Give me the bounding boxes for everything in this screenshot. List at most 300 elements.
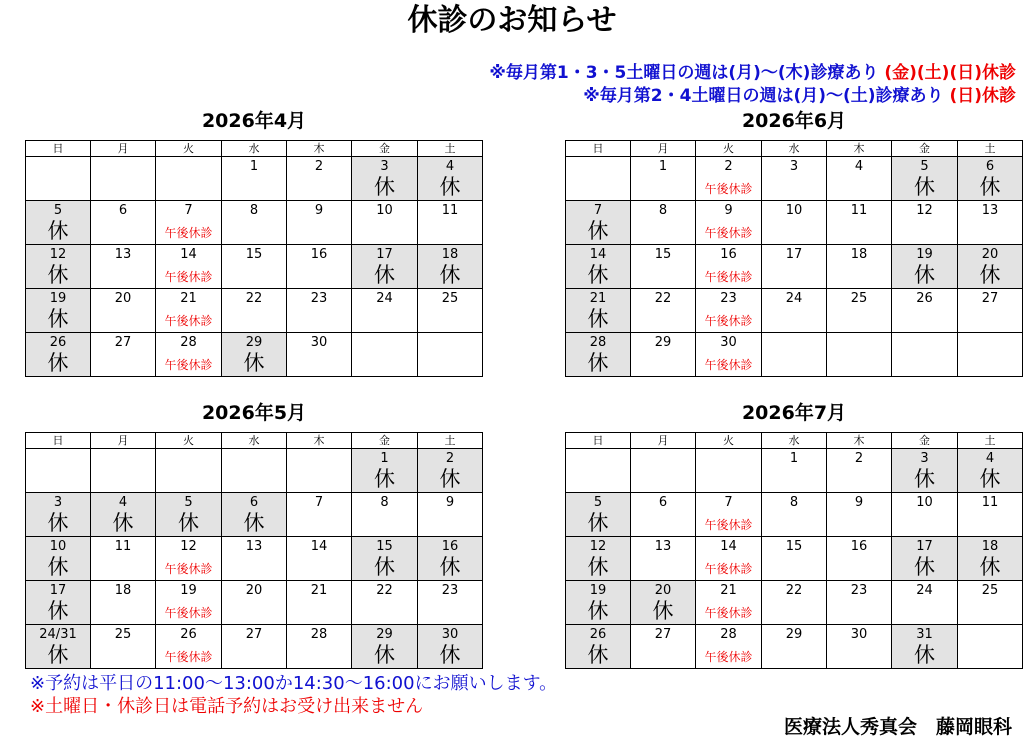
day-cell [156,581,222,625]
empty-cell [566,449,631,493]
day-cell [26,581,91,625]
day-number: 28 [720,627,737,642]
day-number: 2 [724,159,733,174]
day-number: 5 [184,495,193,510]
day-cell [418,493,483,537]
day-number: 3 [380,159,389,174]
day-cell [566,245,631,289]
day-cell [827,537,892,581]
day-cell [762,581,827,625]
day-number: 30 [441,627,459,642]
day-cell [287,581,352,625]
closed-mark: 休 [914,555,935,579]
day-number: 10 [49,539,67,554]
day-number: 26 [589,627,607,642]
day-number: 9 [314,203,324,218]
weekday-header-row [26,141,483,157]
day-cell [892,625,958,669]
weekday-header-row [566,433,1023,449]
day-cell [827,493,892,537]
day-cell [566,493,631,537]
weekday-header: 水 [222,141,287,157]
day-cell [156,245,222,289]
empty-cell [418,333,483,377]
page-title: 休診のお知らせ [407,3,617,38]
day-number: 28 [310,627,328,642]
afternoon-closed-mark: 午後休診 [704,270,753,284]
calendar-grid [565,140,1023,377]
empty-cell [156,449,222,493]
day-cell [287,333,352,377]
day-cell [762,449,827,493]
day-cell [287,201,352,245]
closed-mark: 休 [47,263,69,287]
day-number: 5 [53,203,63,218]
day-cell [287,289,352,333]
day-number: 8 [658,203,668,218]
day-number: 11 [981,495,999,510]
closed-mark: 休 [374,263,395,287]
closed-mark: 休 [47,351,69,375]
closed-mark: 休 [47,511,69,535]
day-cell [26,201,91,245]
day-cell [566,201,631,245]
week-row [26,581,483,625]
day-cell [696,537,762,581]
day-cell [827,625,892,669]
afternoon-closed-mark: 午後休診 [164,606,213,620]
closed-mark: 休 [47,555,69,579]
closed-mark: 休 [587,511,609,535]
day-cell [696,289,762,333]
reservation-hours-note: ※予約は平日の11:00〜13:00か14:30〜16:00にお願いします。 [30,673,558,694]
closed-mark: 休 [587,263,609,287]
day-number: 19 [589,583,607,598]
day-cell [631,289,696,333]
weekday-header-row [566,141,1023,157]
day-cell [418,289,483,333]
day-cell [631,581,696,625]
day-cell [418,625,483,669]
empty-cell [762,333,827,377]
day-number: 9 [854,495,864,510]
calendar-title: 2026年6月 [741,110,847,132]
day-cell [352,581,418,625]
day-number: 6 [658,495,668,510]
afternoon-closed-mark: 午後休診 [704,182,753,196]
afternoon-closed-mark: 午後休診 [164,562,213,576]
day-cell [762,245,827,289]
day-number: 27 [654,627,672,642]
day-number: 22 [785,583,803,598]
day-cell [892,581,958,625]
day-number: 16 [441,539,459,554]
closed-mark: 休 [439,643,461,667]
week-row [26,449,483,493]
closed-mark: 休 [914,263,935,287]
day-cell [762,201,827,245]
day-cell [892,201,958,245]
closed-mark: 休 [979,175,1001,199]
day-cell [696,245,762,289]
closed-mark: 休 [979,263,1001,287]
day-cell [762,625,827,669]
day-cell [222,157,287,201]
day-cell [156,537,222,581]
day-cell [91,581,156,625]
day-number: 22 [654,291,672,306]
day-number: 11 [114,539,132,554]
day-number: 10 [916,495,933,510]
day-number: 11 [850,203,868,218]
closed-mark: 休 [243,351,265,375]
day-number: 7 [724,495,733,510]
notice-1-schedule: ※毎月第1・3・5土曜日の週は(月)〜(木)診療あり [489,63,879,83]
week-row [566,201,1023,245]
day-cell [156,493,222,537]
weekday-header: 水 [762,141,827,157]
week-row [26,289,483,333]
day-number: 18 [441,247,459,262]
day-number: 31 [916,627,933,642]
closed-mark: 休 [439,263,461,287]
day-cell [91,493,156,537]
day-number: 4 [118,495,128,510]
day-number: 5 [593,495,603,510]
day-number: 13 [981,203,999,218]
afternoon-closed-mark: 午後休診 [704,314,753,328]
calendar-july [565,400,1023,669]
closed-mark: 休 [587,555,609,579]
week-row [566,333,1023,377]
day-cell [418,157,483,201]
calendar-title: 2026年5月 [201,402,307,424]
day-number: 19 [49,291,67,306]
day-number: 11 [441,203,459,218]
day-cell [91,537,156,581]
closed-mark: 休 [652,599,674,623]
weekday-header: 金 [892,141,958,157]
week-row [26,333,483,377]
day-number: 21 [589,291,607,306]
closed-mark: 休 [587,351,609,375]
day-number: 12 [916,203,933,218]
day-cell [352,537,418,581]
weekday-header: 日 [566,433,631,449]
day-cell [156,625,222,669]
day-cell [631,245,696,289]
day-cell [827,581,892,625]
day-number: 2 [314,159,324,174]
weekday-header: 日 [26,433,91,449]
day-number: 24 [785,291,803,306]
day-cell [696,157,762,201]
day-number: 28 [180,335,197,350]
day-number: 25 [441,291,459,306]
day-number: 17 [49,583,67,598]
day-cell [222,201,287,245]
empty-cell [827,333,892,377]
day-cell [287,157,352,201]
afternoon-closed-mark: 午後休診 [164,358,213,372]
day-cell [762,537,827,581]
day-cell [631,201,696,245]
day-cell [26,625,91,669]
day-cell [91,289,156,333]
day-cell [26,333,91,377]
day-number: 27 [981,291,999,306]
afternoon-closed-mark: 午後休診 [704,562,753,576]
day-number: 26 [180,627,197,642]
closed-mark: 休 [979,555,1001,579]
afternoon-closed-mark: 午後休診 [164,650,213,664]
day-number: 14 [589,247,607,262]
calendar-april [25,108,483,377]
weekday-header: 火 [156,141,222,157]
day-number: 8 [249,203,259,218]
day-number: 7 [184,203,193,218]
week-row [26,201,483,245]
day-number: 6 [985,159,995,174]
day-cell [566,289,631,333]
day-number: 7 [593,203,603,218]
day-cell [566,625,631,669]
day-cell [631,493,696,537]
day-number: 14 [310,539,328,554]
day-cell [418,245,483,289]
day-cell [287,537,352,581]
day-number: 15 [654,247,672,262]
day-cell [827,201,892,245]
afternoon-closed-mark: 午後休診 [164,314,213,328]
weekday-header: 火 [156,433,222,449]
day-number: 24 [916,583,933,598]
day-number: 12 [49,247,67,262]
day-cell [156,201,222,245]
notice-2-closed-days: (日)休診 [949,86,1016,106]
closed-mark: 休 [587,599,609,623]
week-row [26,537,483,581]
week-row [26,625,483,669]
day-number: 17 [785,247,803,262]
weekday-header: 月 [91,433,156,449]
day-number: 15 [245,247,263,262]
day-number: 7 [314,495,324,510]
day-number: 18 [850,247,868,262]
week-row [566,493,1023,537]
day-number: 30 [310,335,328,350]
closed-mark: 休 [374,175,395,199]
day-cell [287,493,352,537]
day-number: 26 [916,291,933,306]
day-cell [827,157,892,201]
day-cell [892,245,958,289]
day-cell [222,289,287,333]
weekday-header: 木 [827,433,892,449]
closed-mark: 休 [979,467,1001,491]
day-cell [352,289,418,333]
day-cell [26,245,91,289]
day-number: 21 [180,291,197,306]
day-number: 9 [445,495,455,510]
day-number: 27 [114,335,132,350]
day-cell [762,157,827,201]
day-cell [958,449,1023,493]
day-number: 1 [789,451,799,466]
empty-cell [352,333,418,377]
day-number: 28 [589,335,607,350]
closed-mark: 休 [47,307,69,331]
day-cell [566,581,631,625]
empty-cell [287,449,352,493]
empty-cell [696,449,762,493]
weekday-header: 日 [566,141,631,157]
week-row [566,157,1023,201]
weekday-header: 火 [696,433,762,449]
week-row [566,289,1023,333]
day-number: 6 [118,203,128,218]
day-number: 16 [310,247,328,262]
phone-reservation-note: ※土曜日・休診日は電話予約はお受け出来ません [30,696,424,717]
weekday-header: 火 [696,141,762,157]
day-number: 15 [785,539,803,554]
day-number: 3 [789,159,799,174]
day-cell [287,245,352,289]
week-row [26,493,483,537]
day-number: 18 [114,583,132,598]
afternoon-closed-mark: 午後休診 [704,518,753,532]
afternoon-closed-mark: 午後休診 [704,650,753,664]
weekday-header: 水 [222,433,287,449]
weekday-header-row [26,433,483,449]
week-row [26,245,483,289]
weekday-header: 月 [91,141,156,157]
day-number: 20 [981,247,999,262]
day-number: 1 [249,159,259,174]
day-cell [958,537,1023,581]
empty-cell [91,449,156,493]
day-number: 8 [789,495,799,510]
day-cell [892,449,958,493]
day-number: 25 [850,291,868,306]
day-number: 21 [310,583,328,598]
closed-mark: 休 [439,467,461,491]
closed-mark: 休 [914,467,935,491]
closed-mark: 休 [47,219,69,243]
day-number: 6 [249,495,259,510]
afternoon-closed-mark: 午後休診 [164,226,213,240]
weekday-header: 日 [26,141,91,157]
day-cell [222,333,287,377]
day-number: 9 [724,203,733,218]
week-row [566,245,1023,289]
day-number: 23 [441,583,459,598]
empty-cell [156,157,222,201]
day-number: 19 [180,583,197,598]
day-number: 26 [49,335,67,350]
day-number: 17 [916,539,933,554]
day-number: 30 [850,627,868,642]
notice-line-1 [489,62,1016,84]
day-cell [26,537,91,581]
day-number: 21 [720,583,737,598]
closed-mark: 休 [587,219,609,243]
day-cell [631,537,696,581]
day-number: 23 [720,291,737,306]
day-number: 30 [720,335,737,350]
clinic-name: 医療法人秀真会 藤岡眼科 [783,716,1012,738]
week-row [566,625,1023,669]
empty-cell [892,333,958,377]
afternoon-closed-mark: 午後休診 [704,358,753,372]
day-cell [696,333,762,377]
weekday-header: 土 [418,433,483,449]
day-cell [958,493,1023,537]
weekday-header: 木 [827,141,892,157]
notice-1-closed-days: (金)(土)(日)休診 [884,63,1016,83]
weekday-header: 水 [762,433,827,449]
week-row [566,537,1023,581]
day-cell [352,157,418,201]
empty-cell [26,157,91,201]
day-cell [958,289,1023,333]
day-number: 27 [245,627,263,642]
day-number: 2 [445,451,455,466]
day-cell [566,537,631,581]
day-cell [222,581,287,625]
empty-cell [566,157,631,201]
calendar-title: 2026年4月 [201,110,307,132]
day-number: 13 [654,539,672,554]
day-number: 2 [854,451,864,466]
day-number: 14 [720,539,737,554]
day-number: 25 [981,583,999,598]
empty-cell [222,449,287,493]
notice-2-schedule: ※毎月第2・4土曜日の週は(月)〜(土)診療あり [583,86,944,106]
day-cell [418,449,483,493]
calendar-grid [25,140,483,377]
weekday-header: 土 [418,141,483,157]
weekday-header: 月 [631,433,696,449]
day-number: 29 [376,627,393,642]
day-cell [352,493,418,537]
day-number: 29 [785,627,803,642]
day-cell [892,157,958,201]
closed-mark: 休 [587,307,609,331]
day-cell [566,333,631,377]
weekday-header: 木 [287,141,352,157]
calendar-june [565,108,1023,377]
day-cell [156,289,222,333]
day-cell [696,581,762,625]
day-number: 3 [920,451,929,466]
closed-mark: 休 [112,511,134,535]
day-cell [696,201,762,245]
day-cell [287,625,352,669]
day-number: 10 [785,203,803,218]
weekday-header: 金 [352,141,418,157]
day-cell [222,245,287,289]
notice-line-2 [583,85,1016,107]
day-cell [892,537,958,581]
closed-mark: 休 [914,175,935,199]
day-number: 13 [114,247,132,262]
empty-cell [91,157,156,201]
closed-mark: 休 [47,599,69,623]
weekday-header: 土 [958,433,1023,449]
week-row [566,449,1023,493]
day-cell [418,581,483,625]
